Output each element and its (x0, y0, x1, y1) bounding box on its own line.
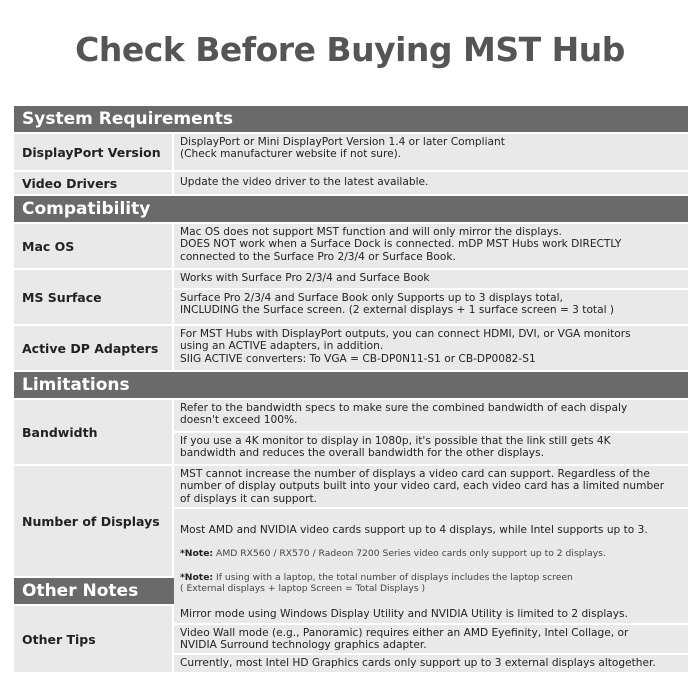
note-line (180, 572, 682, 594)
row-label: DisplayPort Version (14, 134, 174, 170)
row-text: Most AMD and NVIDIA video cards support up to 4 displays, while Intel supports up to 3. (180, 523, 648, 536)
row-text: MST cannot increase the number of displays a video card can support. Regardless of the number of display outputs built into your video card, each video card has a limited number of displays it can support. (174, 466, 688, 509)
row-label: Other Tips (14, 606, 174, 672)
row-text: Mirror mode using Windows Display Utility and NVIDIA Utility is limited to 2 displays. (174, 606, 688, 625)
note-prefix: *Note: (180, 548, 214, 560)
row-text-with-notes (174, 509, 688, 608)
section-heading-other-notes: Other Notes (14, 578, 688, 606)
section-heading-limitations: Limitations (14, 372, 688, 400)
row-text: DisplayPort or Mini DisplayPort Version 1.4 or later Compliant (Check manufacturer website if not sure). (174, 134, 688, 170)
row-mac-os (14, 224, 688, 270)
row-text: Works with Surface Pro 2/3/4 and Surface Book (174, 270, 688, 290)
row-other-tips (14, 606, 688, 672)
row-text: Update the video driver to the latest available. (174, 172, 688, 194)
row-label: Bandwidth (14, 400, 174, 464)
note-prefix: *Note: (180, 571, 214, 583)
row-label: Video Drivers (14, 172, 174, 194)
page-title: Check Before Buying MST Hub (75, 30, 625, 69)
row-text: For MST Hubs with DisplayPort outputs, you can connect HDMI, DVI, or VGA monitors using an ACTIVE adapters, in addition. SIIG ACTIVE converters: To VGA = CB-DP0N11-S1 or CB-DP0082-S1 (174, 326, 688, 370)
note-text: If using with a laptop, the total number of displays includes the laptop screen ( External displays + laptop Screen = Total Displays ) (180, 571, 573, 594)
section-heading-compatibility: Compatibility (14, 196, 688, 224)
row-label: Active DP Adapters (14, 326, 174, 370)
requirements-table (14, 106, 688, 672)
row-displayport-version (14, 134, 688, 172)
row-text: Mac OS does not support MST function and will only mirror the displays. DOES NOT work when a Surface Dock is connected. mDP MST Hubs work DIRECTLY connected to the Surface Pro 2/3/4 or Surface Book. (174, 224, 688, 268)
section-heading-system-requirements: System Requirements (14, 106, 688, 134)
row-text: Video Wall mode (e.g., Panoramic) requires either an AMD Eyefinity, Intel Collage, or NVIDIA Surround technology graphics adapter. (174, 625, 688, 656)
row-bandwidth (14, 400, 688, 466)
row-text: If you use a 4K monitor to display in 1080p, it's possible that the link still gets 4K bandwidth and reduces the overall bandwidth for the other displays. (174, 433, 688, 464)
note-line (180, 548, 682, 559)
row-label: Mac OS (14, 224, 174, 268)
row-active-dp-adapters (14, 326, 688, 372)
row-video-drivers (14, 172, 688, 196)
row-text: Refer to the bandwidth specs to make sure the combined bandwidth of each dispaly doesn't exceed 100%. (174, 400, 688, 433)
row-text: Currently, most Intel HD Graphics cards only support up to 3 external displays altogether. (174, 655, 688, 672)
row-label: Number of Displays (14, 466, 174, 576)
row-label: MS Surface (14, 270, 174, 324)
note-text: AMD RX560 / RX570 / Radeon 7200 Series video cards only support up to 2 displays. (213, 548, 606, 560)
row-text: Surface Pro 2/3/4 and Surface Book only Supports up to 3 displays total, INCLUDING the Surface screen. (2 external displays + 1 surface screen = 3 total ) (174, 290, 688, 324)
row-ms-surface (14, 270, 688, 326)
